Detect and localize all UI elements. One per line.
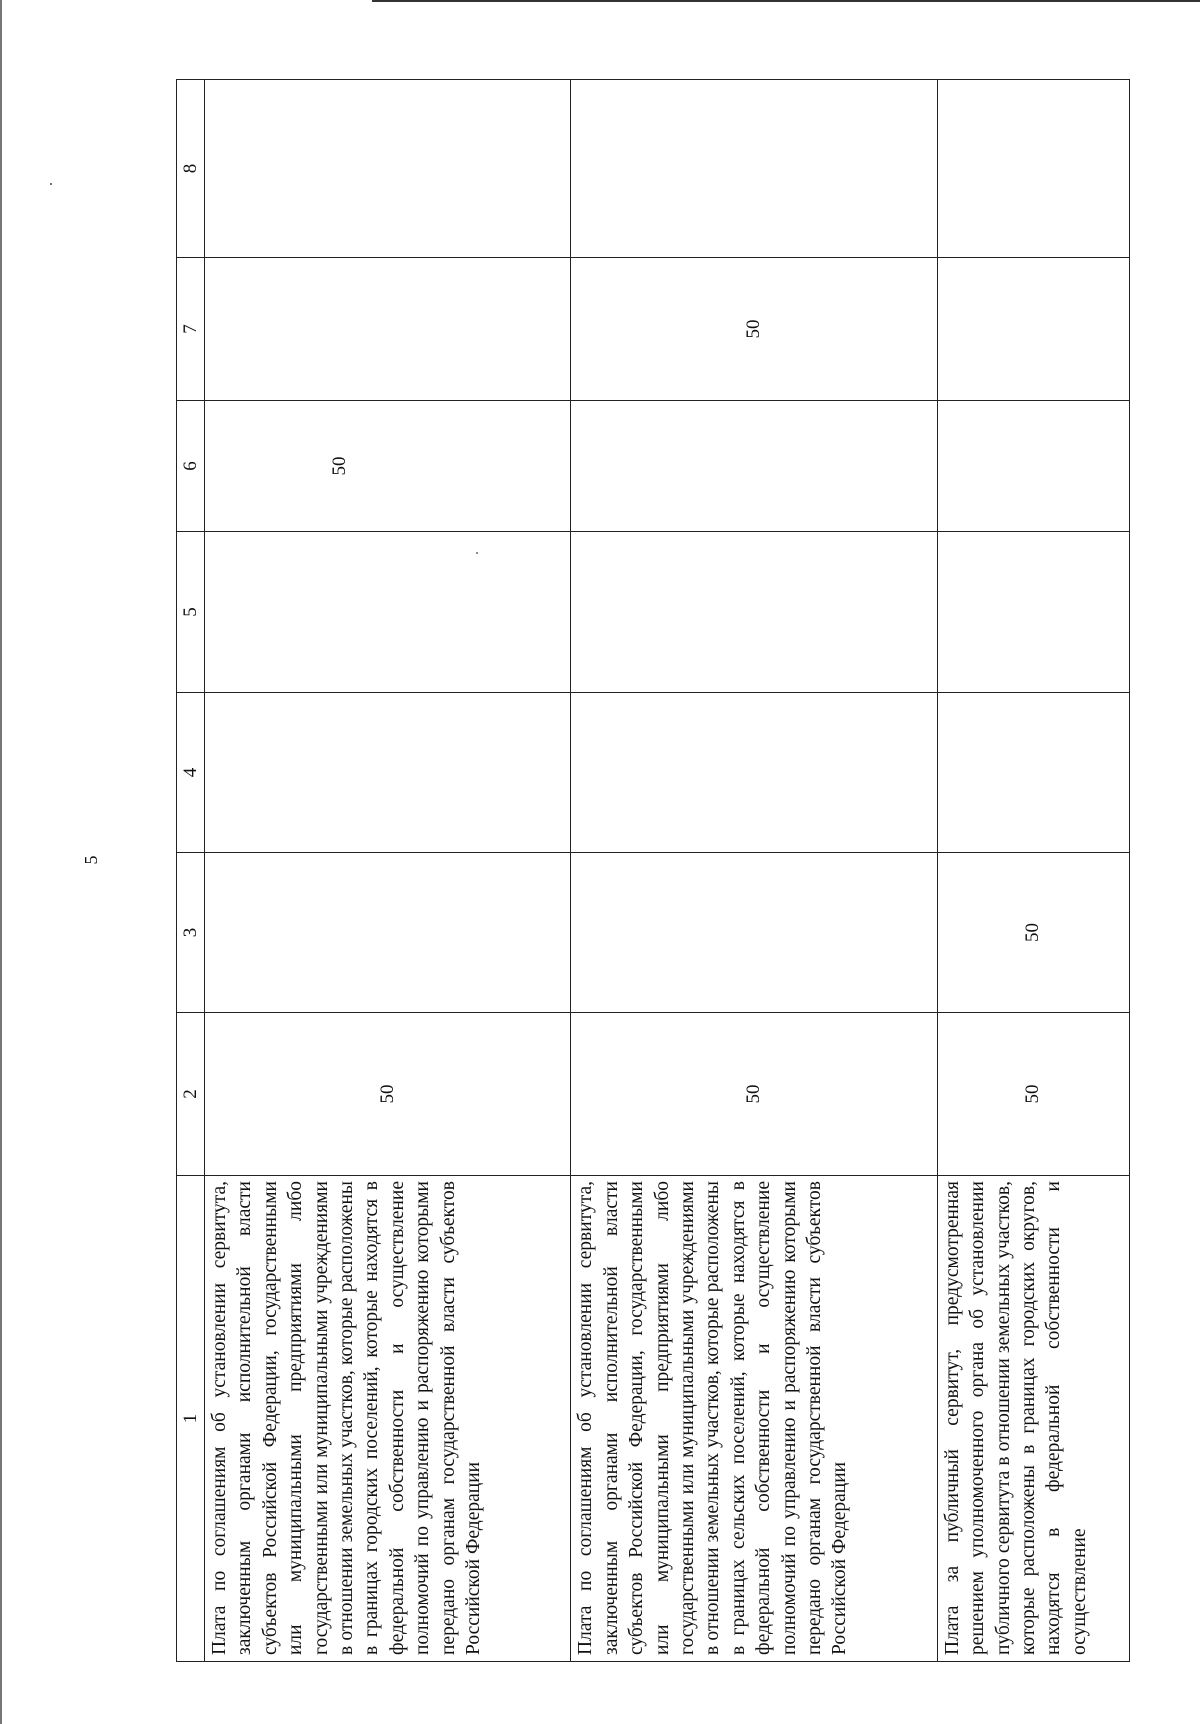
cell-col-2: 50 bbox=[205, 1013, 571, 1176]
cell-col-7 bbox=[205, 258, 571, 401]
cell-value: 50 bbox=[328, 456, 350, 476]
cell-col-8 bbox=[937, 80, 1129, 258]
column-header-7: 7 bbox=[177, 258, 205, 401]
row-description: Плата за публичный сервитут, предусмотренная решением уполномоченного органа об установлении публичного сервитута в отношении земельных участков, которые расположены в границах городских округов, находятся в федеральной собственности и осуществление bbox=[937, 1176, 1129, 1662]
fee-distribution-table bbox=[176, 79, 1130, 1662]
page-number: 5 bbox=[81, 855, 101, 865]
scan-speck bbox=[50, 183, 52, 185]
column-header-2: 2 bbox=[177, 1013, 205, 1176]
cell-col-8 bbox=[205, 80, 571, 258]
column-header-6: 6 bbox=[177, 401, 205, 532]
cell-col-4 bbox=[205, 693, 571, 853]
row-description: Плата по соглашениям об установлении сервитута, заключенным органами исполнительной власти субъектов Российской Федерации, государственными или муниципальными предприятиями либо государственными или муниципальными учреждениями в отношении земельных участков, которые расположены в границах городских поселений, которые находятся в федеральной собственности и осуществление полномочий по управлению и распоряжению которыми передано органам государственной власти субъектов Российской Федерации bbox=[205, 1176, 571, 1662]
cell-col-6 bbox=[571, 401, 937, 532]
column-header-5: 5 bbox=[177, 532, 205, 693]
cell-col-2: 50 bbox=[937, 1013, 1129, 1176]
rotated-table-container bbox=[176, 80, 1130, 1662]
column-header-3: 3 bbox=[177, 853, 205, 1013]
cell-col-6 bbox=[205, 401, 571, 532]
cell-col-3 bbox=[571, 853, 937, 1013]
table-row bbox=[571, 80, 937, 1662]
column-header-8: 8 bbox=[177, 80, 205, 258]
scan-edge-top bbox=[372, 0, 1200, 2]
cell-col-4 bbox=[937, 693, 1129, 853]
scan-edge-left bbox=[0, 0, 2, 1724]
column-header-4: 4 bbox=[177, 693, 205, 853]
cell-col-5 bbox=[937, 532, 1129, 693]
cell-col-4 bbox=[571, 693, 937, 853]
column-header-1: 1 bbox=[177, 1176, 205, 1662]
cell-col-3 bbox=[205, 853, 571, 1013]
cell-col-7: 50 bbox=[571, 258, 937, 401]
cell-col-8 bbox=[571, 80, 937, 258]
cell-col-5 bbox=[571, 532, 937, 693]
table-header-row bbox=[177, 80, 205, 1662]
row-description: Плата по соглашениям об установлении сервитута, заключенным органами исполнительной власти субъектов Российской Федерации, государственными или муниципальными предприятиями либо государственными или муниципальными учреждениями в отношении земельных участков, которые расположены в границах сельских поселений, которые находятся в федеральной собственности и осуществление полномочий по управлению и распоряжению которыми передано органам государственной власти субъектов Российской Федерации bbox=[571, 1176, 937, 1662]
cell-col-3: 50 bbox=[937, 853, 1129, 1013]
cell-col-5 bbox=[205, 532, 571, 693]
cell-col-2: 50 bbox=[571, 1013, 937, 1176]
table-row bbox=[205, 80, 571, 1662]
table-row bbox=[937, 80, 1129, 1662]
cell-col-7 bbox=[937, 258, 1129, 401]
cell-col-6 bbox=[937, 401, 1129, 532]
